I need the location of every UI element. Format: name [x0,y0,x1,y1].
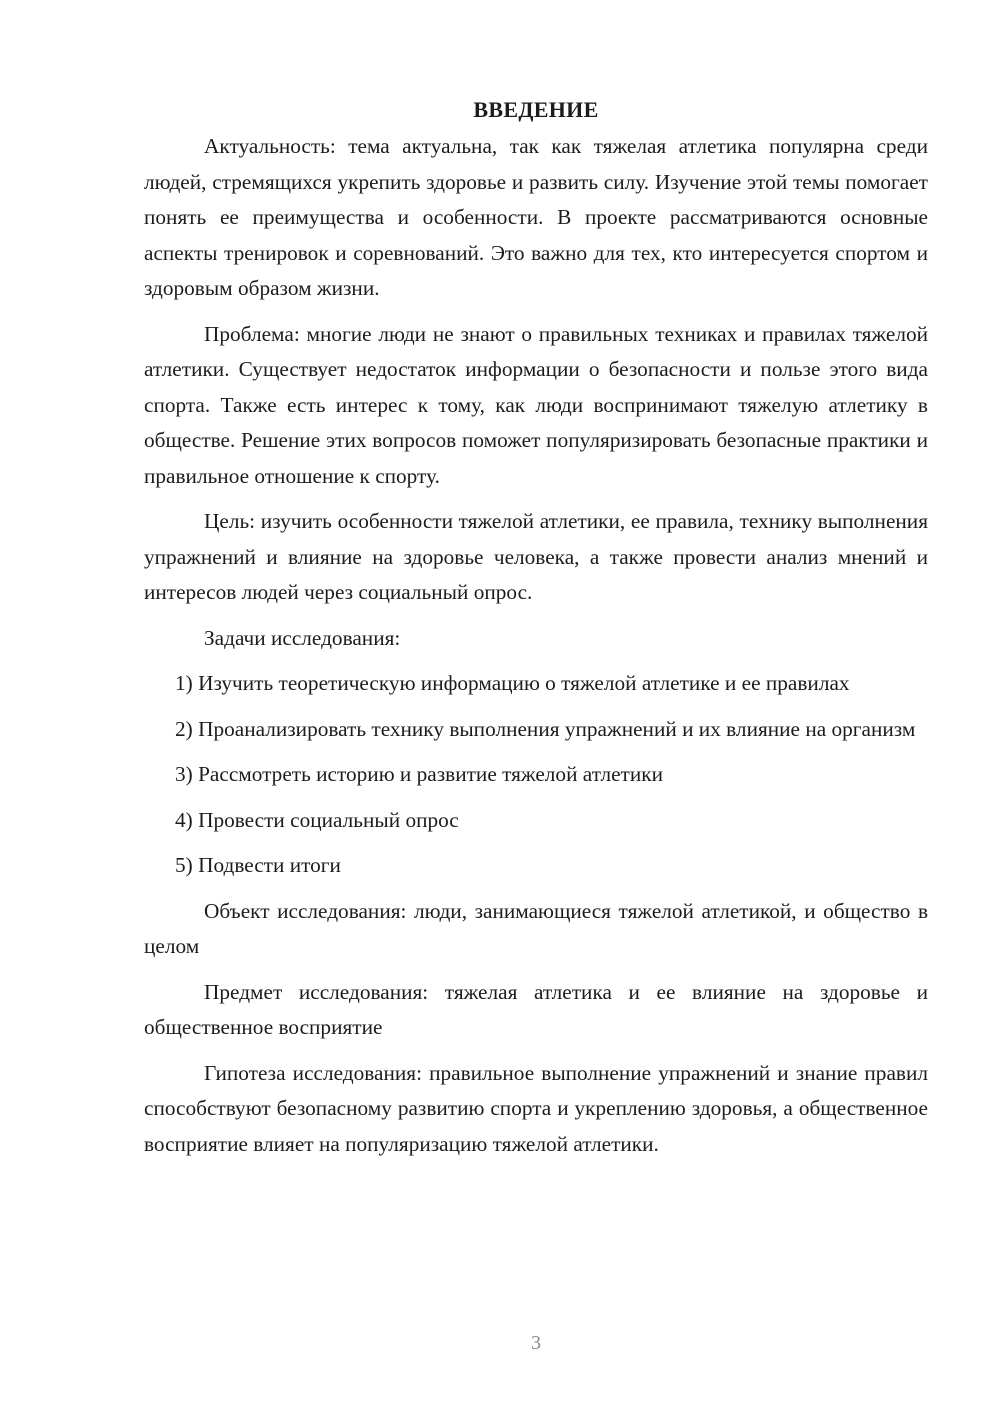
task-item-3: 3) Рассмотреть историю и развитие тяжелой атлетики [175,762,664,786]
task-item-2: 2) Проанализировать технику выполнения упражнений и их влияние на организм [175,716,916,741]
paragraph-object: Объект исследования: люди, занимающиеся тяжелой атлетикой, и общество в целом [144,898,928,958]
task-item-5: 5) Подвести итоги [175,853,341,877]
task-item-4: 4) Провести социальный опрос [175,807,459,832]
paragraph-subject: Предмет исследования: тяжелая атлетика и ее влияние на здоровье и общественное восприятие [144,979,928,1039]
paragraph-goal: Цель: изучить особенности тяжелой атлетики, ее правила, технику выполнения упражнений и влияние на здоровье человека, а также провести анализ мнений и интересов людей через социальный опрос. [144,509,928,604]
page-title: ВВЕДЕНИЕ [473,97,599,122]
paragraph-hypothesis: Гипотеза исследования: правильное выполнение упражнений и знание правил способствуют безопасному развитию спорта и укреплению здоровья, а общественное восприятие влияет на популяризацию тяжелой атлетики. [144,1060,928,1156]
document-page [144,95,928,1172]
paragraph-problem: Проблема: многие люди не знают о правильных техниках и правилах тяжелой атлетики. Существует недостаток информации о безопасности и пользе этого вида спорта. Также есть интерес к тому, как люди воспринимают тяжелую атлетику в обществе. Решение этих вопросов поможет популяризировать безопасные практики и правильное отношение к спорту. [144,321,928,488]
paragraph-relevance: Актуальность: тема актуальна, так как тяжелая атлетика популярна среди людей, стремящихся укрепить здоровье и развить силу. Изучение этой темы помогает понять ее преимущества и особенности. В проекте рассматриваются основные аспекты тренировок и соревнований. Это важно для тех, кто интересуется спортом и здоровым образом жизни. [144,134,928,300]
tasks-heading: Задачи исследования: [204,625,401,650]
task-item-1: 1) Изучить теоретическую информацию о тяжелой атлетике и ее правилах [175,671,850,695]
page-number: 3 [531,1332,541,1354]
